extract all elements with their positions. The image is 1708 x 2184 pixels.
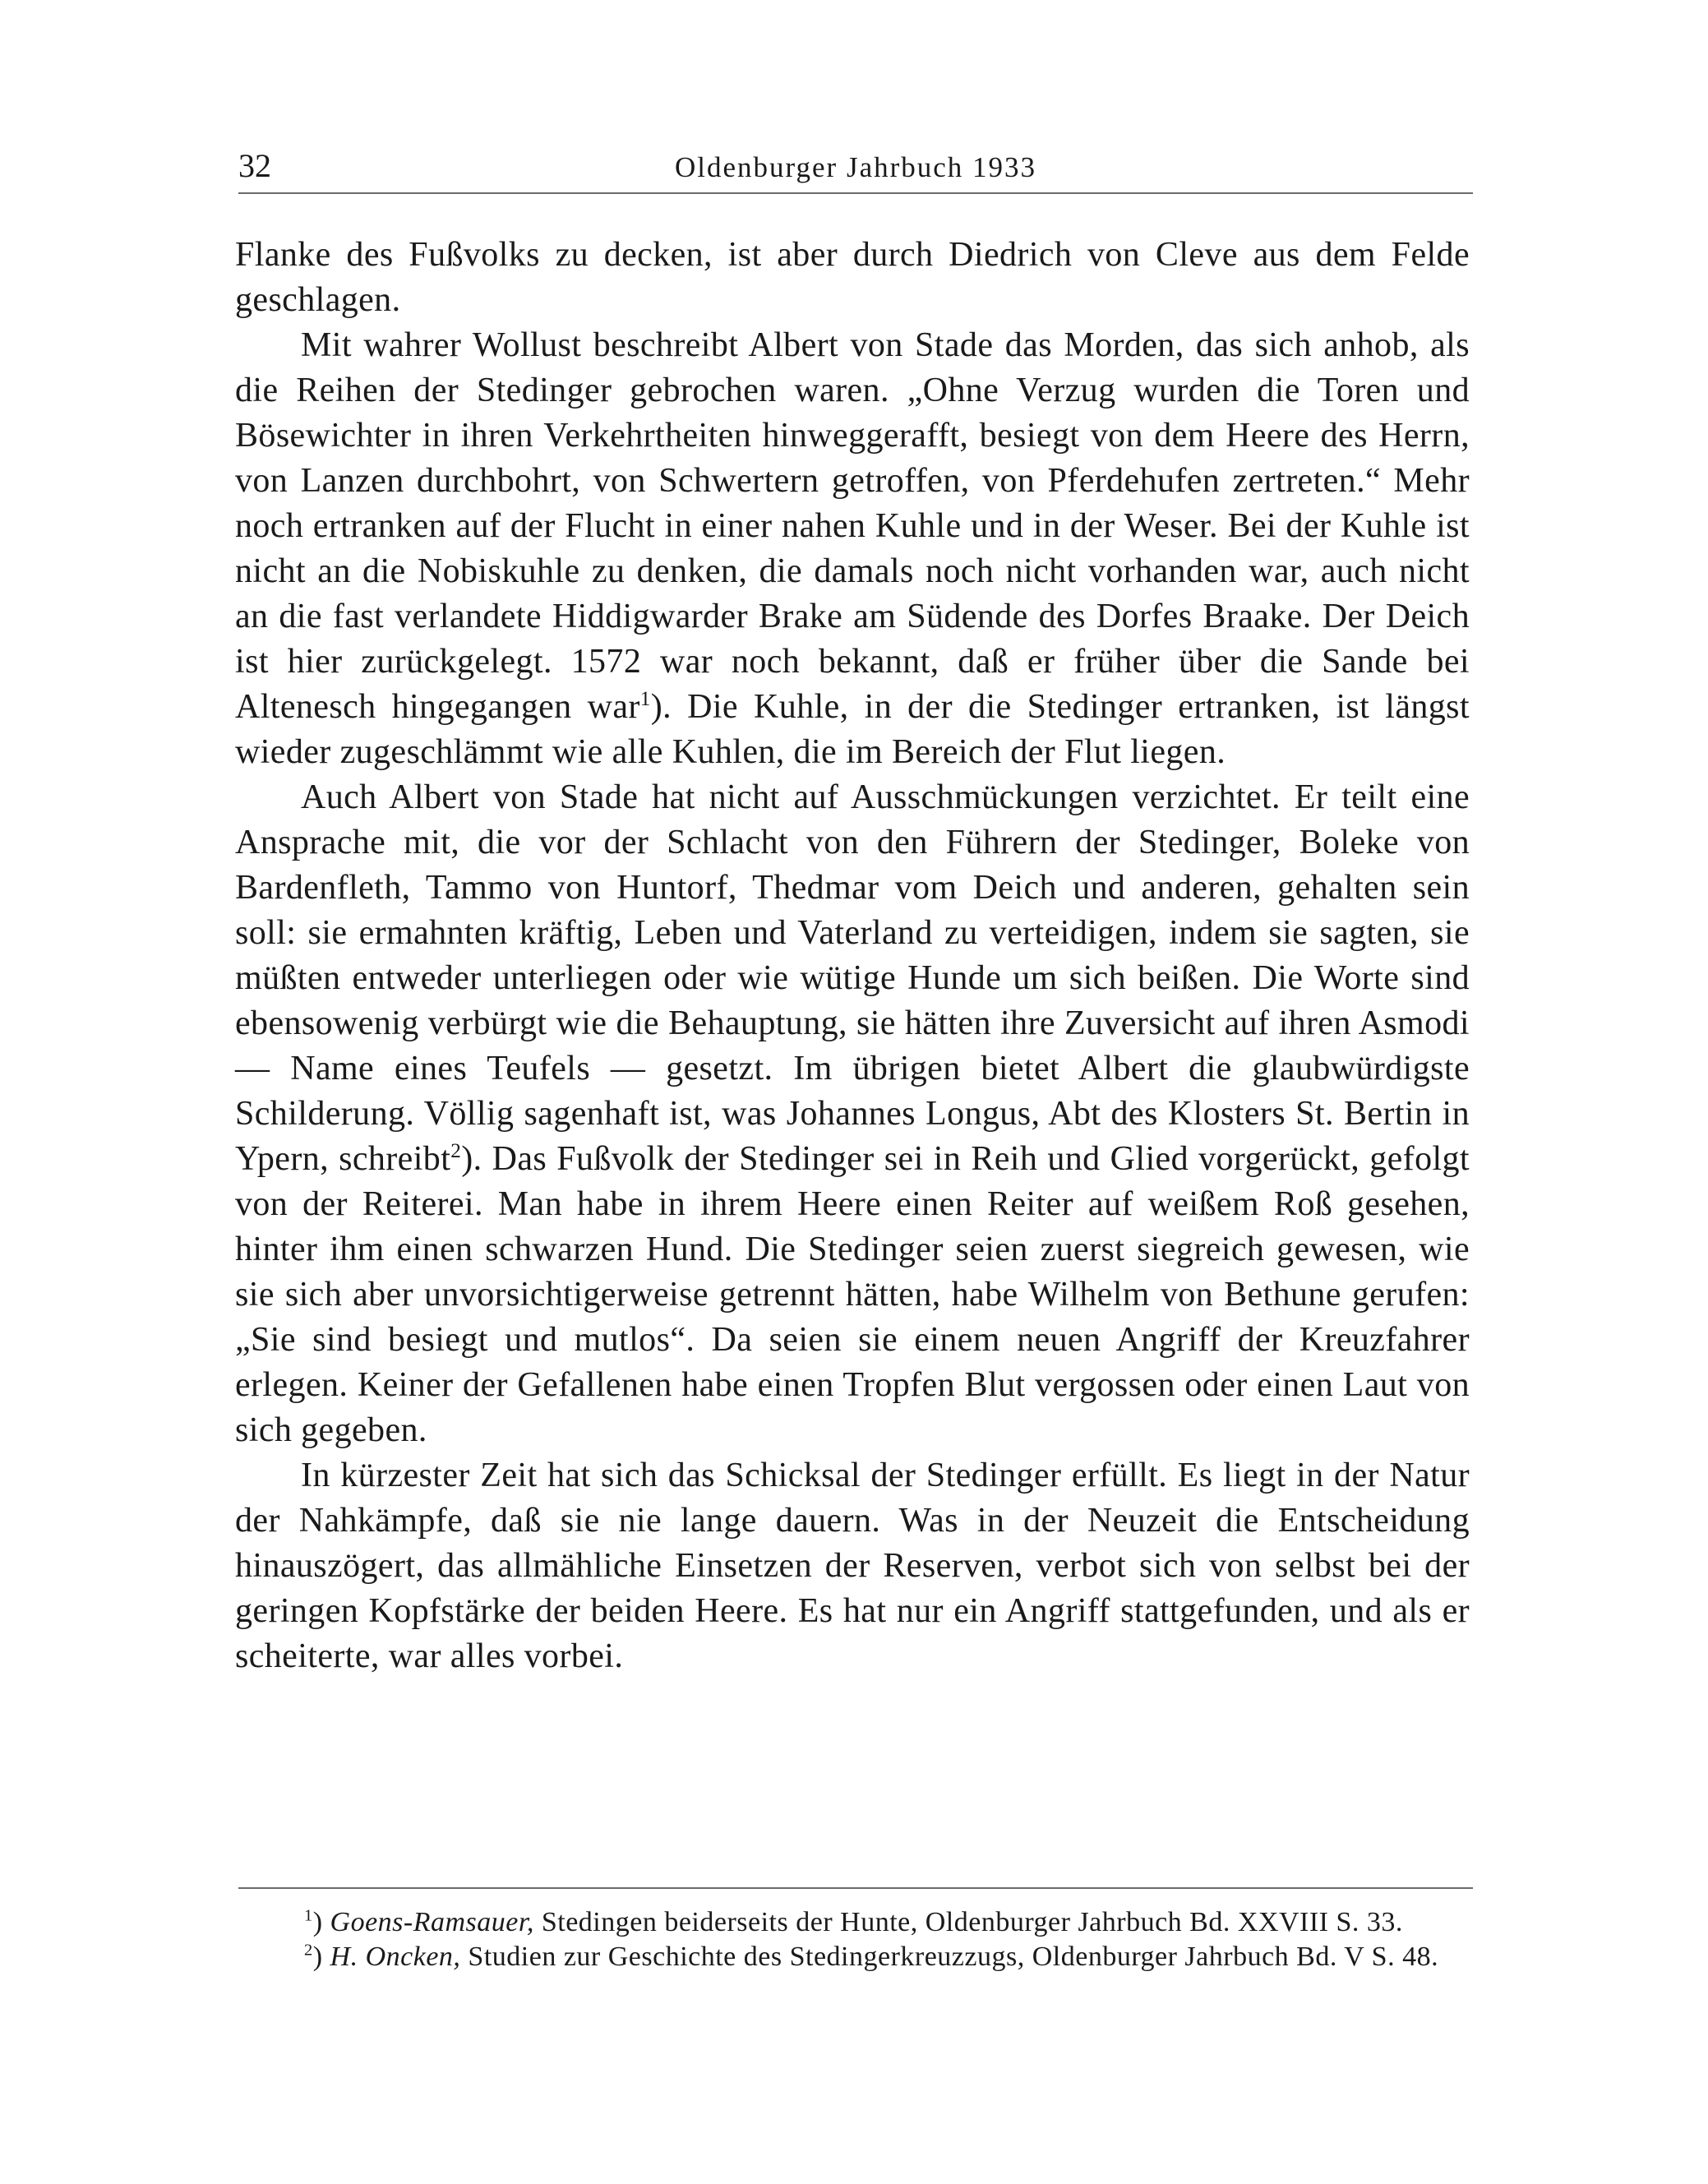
- footnote-marker: 2: [304, 1941, 313, 1960]
- footnote-author: Goens-Ramsauer,: [330, 1907, 534, 1937]
- footnote-divider: [238, 1887, 1473, 1889]
- paragraph-3: [235, 775, 1470, 1453]
- journal-title: Oldenburger Jahrbuch 1933: [674, 151, 1037, 183]
- paragraph-1: [235, 233, 1470, 323]
- footnotes: [238, 1905, 1473, 1974]
- footnote-text: Stedingen beiderseits der Hunte, Oldenburger Jahrbuch Bd. XXVIII S. 33.: [533, 1907, 1403, 1937]
- running-head: [238, 146, 1473, 194]
- footnote-author: H. Oncken,: [330, 1942, 461, 1972]
- footnote-reference: 2: [450, 1140, 462, 1162]
- footnote-2: $^2$) H. Oncken, Studien zur Geschichte des Stedingerkreuzzugs, Oldenburger Jahrbuch Bd. V S. 48.: [304, 1941, 1439, 1972]
- paragraph-text: Auch Albert von Stade hat nicht auf Ausschmückungen verzichtet. Er teilt eine Ansprache mit, die vor der Schlacht von den Führern der Stedinger, Boleke von Bardenfleth, Tammo von Huntorf, Thedmar vom Deich und anderen, gehalten sein soll: sie ermahnten kräftig, Leben und Vaterland zu verteidigen, indem sie sagten, sie müßten entweder unterliegen oder wie wütige Hunde um sich beißen. Die Worte sind ebensowenig verbürgt wie die Behauptung, sie hätten ihre Zuversicht auf ihren Asmodi — Name eines Teufels — gesetzt. Im übrigen bietet Albert die glaubwürdigste Schilderung. Völlig sagenhaft ist, was Johannes Longus, Abt des Klosters St. Bertin in Ypern, schreibt: [235, 778, 1470, 1178]
- paragraph-2: [235, 323, 1470, 775]
- page-number: 32: [238, 147, 271, 184]
- paragraph-text: Flanke des Fußvolks zu decken, ist aber durch Diedrich von Cleve aus dem Felde geschlagen.: [235, 236, 1470, 319]
- paragraph-text: In kürzester Zeit hat sich das Schicksal der Stedinger erfüllt. Es liegt in der Natur der Nahkämpfe, daß sie nie lange dauern. Was in der Neuzeit die Entscheidung hinauszögert, das allmähliche Einsetzen der Reserven, verbot sich von selbst bei der geringen Kopfstärke der beiden Heere. Es hat nur ein Angriff stattgefunden, und als er scheiterte, war alles vorbei.: [235, 1457, 1470, 1675]
- paragraph-text-continued: ). Die Kuhle, in der die Stedinger ertranken, ist längst wieder zugeschlämmt wie alle Kuhlen, die im Bereich der Flut liegen.: [235, 688, 1470, 771]
- paragraph-text: Mit wahrer Wollust beschreibt Albert von Stade das Morden, das sich anhob, als die Reihen der Stedinger gebrochen waren. „Ohne Verzug wurden die Toren und Bösewichter in ihren Verkehrtheiten hinweggerafft, besiegt von dem Heere des Herrn, von Lanzen durchbohrt, von Schwertern getroffen, von Pferdehufen zertreten.“ Mehr noch ertranken auf der Flucht in einer nahen Kuhle und in der Weser. Bei der Kuhle ist nicht an die Nobiskuhle zu denken, die damals noch nicht vorhanden war, auch nicht an die fast verlandete Hiddigwarder Brake am Südende des Dorfes Braake. Der Deich ist hier zurückgelegt. 1572 war noch bekannt, daß er früher über die Sande bei Altenesch hingegangen war: [235, 326, 1470, 726]
- footnote-text: Studien zur Geschichte des Stedingerkreuzzugs, Oldenburger Jahrbuch Bd. V S. 48.: [460, 1942, 1439, 1972]
- paragraph-text-continued: ). Das Fußvolk der Stedinger sei in Reih und Glied vorgerückt, gefolgt von der Reiterei. Man habe in ihrem Heere einen Reiter auf weißem Roß gesehen, hinter ihm einen schwarzen Hund. Die Stedinger seien zuerst siegreich gewesen, wie sie sich aber unvorsichtigerweise getrennt hätten, habe Wilhelm von Bethune gerufen: „Sie sind besiegt und mutlos“. Da seien sie einem neuen Angriff der Kreuzfahrer erlegen. Keiner der Gefallenen habe einen Tropfen Blut vergossen oder einen Laut von sich gegeben.: [235, 1140, 1470, 1449]
- footnote-1: $^1$) Goens-Ramsauer, Stedingen beiderseits der Hunte, Oldenburger Jahrbuch Bd. XXVIII S. 33.: [304, 1906, 1403, 1937]
- footnote-reference: 1: [639, 688, 651, 710]
- footnote-marker: 1: [304, 1906, 313, 1925]
- paragraph-4: [235, 1453, 1470, 1679]
- body-text: [235, 233, 1470, 1679]
